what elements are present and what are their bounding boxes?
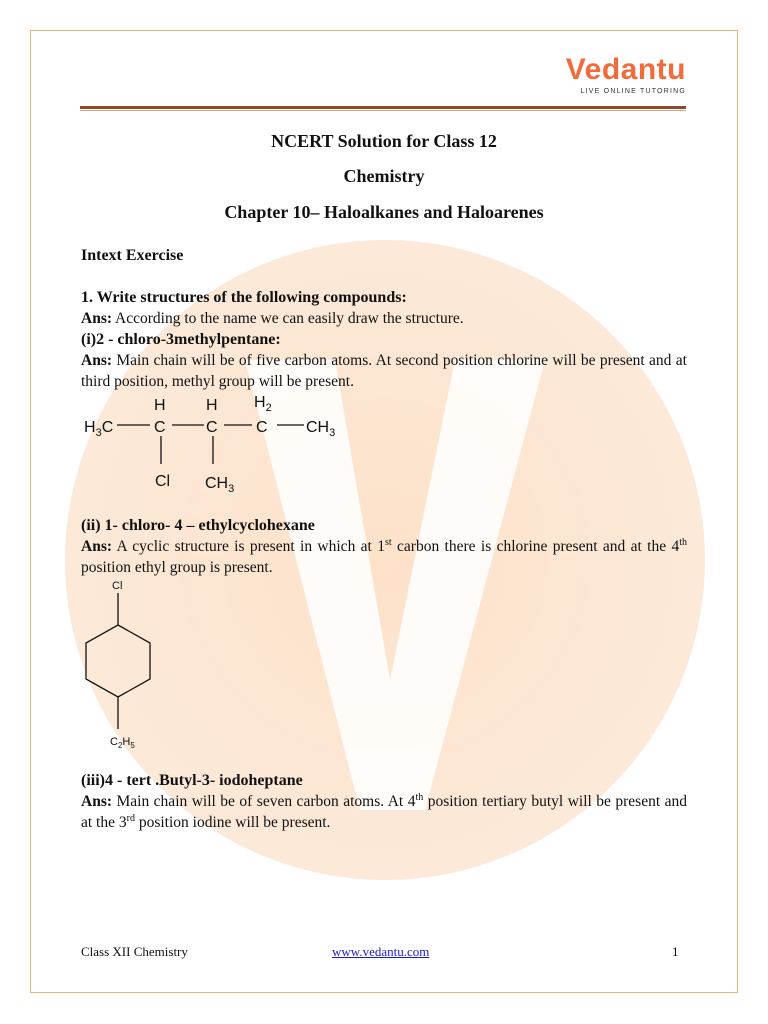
h2-label: $H_2$ (254, 394, 272, 414)
section-heading: Intext Exercise (81, 247, 184, 264)
carbon-3-label: C (206, 419, 218, 436)
carbon-2-label: C (154, 419, 166, 436)
vedantu-logo (566, 54, 686, 95)
chlorine-label: Cl (155, 473, 171, 490)
structure-2-chloro-3-methylpentane (82, 392, 352, 497)
title-line-1: NCERT Solution for Class 12 (271, 131, 497, 151)
title-line-3: Chapter 10– Haloalkanes and Haloarenes (224, 202, 544, 222)
answer-part-i: Ans: Main chain will be of five carbon atoms. At second position chlorine will be present and at third position, methyl group will be present. (81, 352, 687, 390)
header-rule (80, 106, 686, 109)
carbon-4-label: C (256, 419, 268, 436)
answer-1: Ans: According to the name we can easily draw the structure. (81, 310, 464, 327)
answer-part-iii: Ans: Main chain will be of seven carbon atoms. At 4th position tertiary butyl will be present and at the 3rd position iodine will be present. (81, 791, 687, 831)
footer-link[interactable]: www.vedantu.com (332, 944, 430, 959)
hydrogen-c2-label: H (154, 397, 166, 414)
hydrogen-c3-label: H (206, 397, 218, 414)
title-line-2: Chemistry (343, 166, 425, 186)
ch3-right-label: $CH_3$ (306, 419, 336, 439)
ch3-bottom-label: $CH_3$ (205, 475, 235, 495)
logo-brand: Vedantu (565, 53, 686, 86)
part-i-heading: (i)2 - chloro-3methylpentane: (81, 331, 281, 348)
logo-tagline: LIVE ONLINE TUTORING (580, 88, 686, 95)
ethyl-label: $C_2H_5$ (110, 736, 135, 750)
page-number: 1 (672, 944, 679, 959)
structure-1-chloro-4-ethylcyclohexane (78, 577, 168, 752)
h3c-label: $H_3C$ (84, 419, 114, 439)
header-rule-thin (80, 110, 686, 111)
answer-part-ii: Ans: A cyclic structure is present in which at 1st carbon there is chlorine present and at the 4th position ethyl group is present. (81, 536, 688, 576)
question-1: 1. Write structures of the following compounds: (81, 289, 407, 306)
footer-left: Class XII Chemistry (81, 944, 188, 959)
ring-chlorine-label: Cl (112, 580, 123, 592)
part-ii-heading: (ii) 1- chloro- 4 – ethylcyclohexane (81, 517, 315, 534)
part-iii-heading: (iii)4 - tert .Butyl-3- iodoheptane (81, 772, 303, 789)
